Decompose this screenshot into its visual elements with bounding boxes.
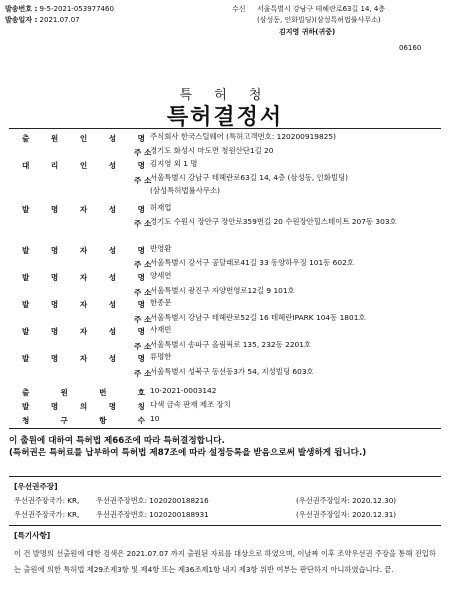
inventor-address: 서울특별시 성북구 동선동3가 54, 지성빌딩 603호 xyxy=(150,367,314,376)
doc-date: 2021.07.07 xyxy=(39,16,80,24)
applicant-address-label: 주 소 xyxy=(134,148,152,157)
doc-number-label: 발송번호 : xyxy=(5,5,38,13)
priority-divider xyxy=(9,476,441,477)
agent-address-label: 주 소 xyxy=(134,176,152,185)
priority-item: 우선권주장국가: KR, 우선권주장번호: 1020200188931 (우선권주장일자: 2020.12.31) xyxy=(14,510,397,519)
inventor-name: 반영환 xyxy=(150,244,172,253)
inventor-label: 발 명 자 성 명 xyxy=(22,327,145,336)
applicant-label: 출 원 인 성 명 xyxy=(22,134,145,143)
doc-number-row xyxy=(5,4,114,14)
inventor-address-label: 주 소 xyxy=(134,369,152,378)
remarks-text: 이 건 발명의 선출원에 대한 검색은 2021.07.07 까지 출원된 자료를 대상으로 하였으며, 이날짜 이후 조약우선권 주장을 통해 진입하는 출원에 의한 특허법 제29조제3항 및 제4항 또는 제36조제1항 내지 제3항 위반 여부는 판단하지 아니하였습니다. 끝. xyxy=(14,549,436,574)
inventor-name: 양세연 xyxy=(150,271,172,280)
inventor-address-label: 주 소 xyxy=(134,219,152,228)
invention-title-label: 발 명 의 명 칭 xyxy=(22,402,145,411)
decision-statement xyxy=(9,435,441,459)
inventor-name: 허재업 xyxy=(150,203,172,212)
inventor-label: 발 명 자 성 명 xyxy=(22,273,145,282)
document-title: 특허결정서 xyxy=(166,105,284,130)
inventor-address-label: 주 소 xyxy=(134,315,152,324)
inventor-address: 서울특별시 광진구 자양번영로12길 9 101호 xyxy=(150,286,295,295)
inventor-address: 서울특별시 송파구 올림픽로 135, 232동 2201호 xyxy=(150,340,312,349)
claims-count: 10 xyxy=(150,414,160,423)
doc-date-label: 발송일자 : xyxy=(5,16,38,24)
remarks-divider xyxy=(9,525,441,526)
inventor-address-label: 주 소 xyxy=(134,342,152,351)
inventor-label: 발 명 자 성 명 xyxy=(22,246,145,255)
doc-date-row xyxy=(5,15,80,25)
inventor-label: 발 명 자 성 명 xyxy=(22,300,145,309)
inventor-address: 서울특별시 강남구 테헤란로52길 16 테헤란IPARK 104동 1801호 xyxy=(150,313,366,322)
inventor-address: 서울특별시 강서구 공달래로41길 33 동양하우징 101동 602호 xyxy=(150,258,354,267)
applicant-name: 주식회사 한국스틸웨어 (특허고객번호: 120200919825) xyxy=(150,132,336,141)
middle-divider xyxy=(9,428,441,429)
decision-note: (특허권은 특허료를 납부하여 특허법 제87조에 따라 설정등록을 받음으로써 발생하게 됩니다.) xyxy=(9,448,367,458)
recipient-address-2: (삼성동, 인화빌딩)(삼성특허법률사무소) xyxy=(257,16,381,24)
application-number: 10-2021-0003142 xyxy=(150,386,217,395)
applicant-address: 경기도 화성시 마도면 청원산단1길 20 xyxy=(150,146,274,155)
agent-label: 대 리 인 성 명 xyxy=(22,161,145,170)
remarks-section-title: [특기사항] xyxy=(14,531,51,540)
inventor-name: 류명한 xyxy=(150,352,172,361)
inventor-label: 발 명 자 성 명 xyxy=(22,354,145,363)
agent-name: 김지영 외 1 명 xyxy=(150,159,198,168)
inventor-name: 사재빈 xyxy=(150,325,172,334)
inventor-address: 경기도 수원시 장안구 장안로359번길 20 수원장안힐스테이트 207동 303호 xyxy=(150,217,397,226)
recipient-address-1: 서울특별시 강남구 테헤란로63길 14, 4층 xyxy=(257,5,386,13)
application-number-label: 출 원 번 호 xyxy=(22,388,145,397)
inventor-address-label: 주 소 xyxy=(134,288,152,297)
invention-title: 다색 금속 판재 제조 장치 xyxy=(150,400,231,409)
inventor-label: 발 명 자 성 명 xyxy=(22,205,145,214)
claims-count-label: 청 구 항 수 xyxy=(22,416,145,425)
decision-line: 이 출원에 대하여 특허법 제66조에 따라 특허결정합니다. xyxy=(9,436,225,446)
recipient-name: 김지영 귀하(귀중) xyxy=(279,28,336,36)
top-divider xyxy=(9,128,441,129)
inventor-address-label: 주 소 xyxy=(134,260,152,269)
inventor-name: 한종문 xyxy=(150,298,172,307)
postal-code: 06160 xyxy=(399,44,422,52)
recipient-label: 수신 xyxy=(232,5,246,13)
priority-section-title: [우선권주장] xyxy=(14,482,58,491)
doc-number: 9-5-2021-053977460 xyxy=(39,5,114,13)
agent-address: 서울특별시 강남구 테헤란로63길 14, 4층 (삼성동, 인화빌딩)(삼성특허법률사무소) xyxy=(150,173,349,195)
issuing-office: 특 허 청 xyxy=(179,88,271,103)
priority-item: 우선권주장국가: KR, 우선권주장번호: 1020200188216 (우선권주장일자: 2020.12.30) xyxy=(14,496,397,505)
